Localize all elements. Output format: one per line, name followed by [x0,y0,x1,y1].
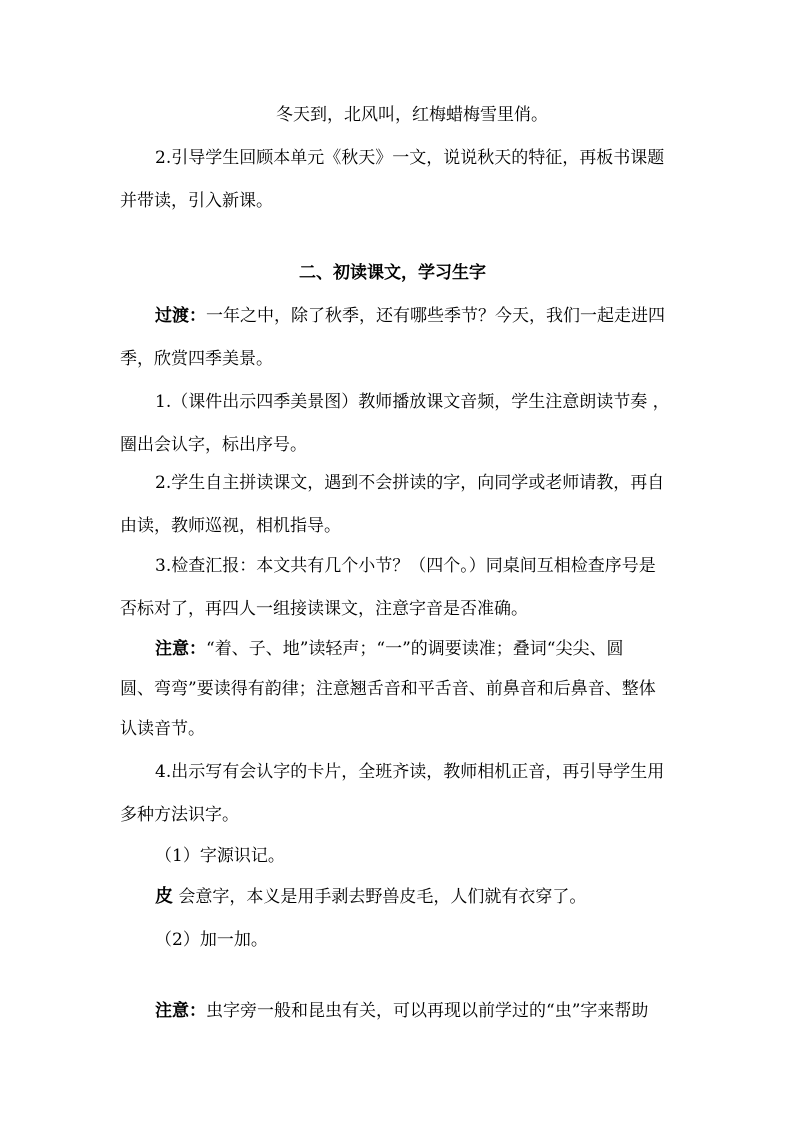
paragraph-line [155,305,665,327]
paragraph-line [155,638,623,660]
paragraph-line: 否标对了，再四人一组接读课文，注意字音是否准确。 [120,599,528,619]
note-label: 注意： [155,639,206,659]
paragraph-line [155,1000,648,1022]
poem-line: 冬天到，北风叫，红梅蜡梅雪里俏。 [276,105,548,125]
paragraph-line: 并带读，引入新课。 [120,191,273,211]
note-text: 虫字旁一般和昆虫有关，可以再现以前学过的“虫”字来帮助 [206,1001,649,1021]
paragraph-line: 圆、弯弯”要读得有韵律；注意翘舌音和平舌音、前鼻音和后鼻音、整体 [120,679,656,699]
paragraph-line: 3.检查汇报：本文共有几个小节？（四个。）同桌间互相检查序号是 [155,556,656,576]
paragraph-line [155,886,586,908]
paragraph-line: 2.学生自主拼读课文，遇到不会拼读的字，向同学或老师请教，再自 [155,473,665,493]
paragraph-line: 4.出示写有会认字的卡片，全班齐读，教师相机正音，再引导学生用 [155,762,665,782]
section-heading: 二、初读课文，学习生字 [299,263,486,283]
paragraph-line: 多种方法识字。 [120,805,239,825]
transition-text: 一年之中，除了秋季，还有哪些季节？今天，我们一起走进四 [206,306,665,326]
note-text: “着、子、地”读轻声；“一”的调要读准；叠词“尖尖、圆 [206,639,624,659]
paragraph-line: 圈出会认字，标出序号。 [120,435,307,455]
paragraph-line: 1.（课件出示四季美景图）教师播放课文音频，学生注意朗读节奏 ， [155,392,670,412]
paragraph-line: 季，欣赏四季美景。 [120,349,273,369]
note-label: 注意： [155,1001,206,1021]
paragraph-line: 认读音节。 [120,719,205,739]
character-pi: 皮 [155,886,173,907]
subheading-line: （2）加一加。 [155,930,268,950]
character-explanation: 会意字，本义是用手剥去野兽皮毛，人们就有衣穿了。 [178,887,587,907]
paragraph-line: 由读，教师巡视，相机指导。 [120,516,341,536]
paragraph-line: 2.引导学生回顾本单元《秋天》一文，说说秋天的特征，再板书课题 [155,148,665,168]
subheading-line: （1）字源识记。 [155,846,285,866]
transition-label: 过渡： [155,306,206,326]
